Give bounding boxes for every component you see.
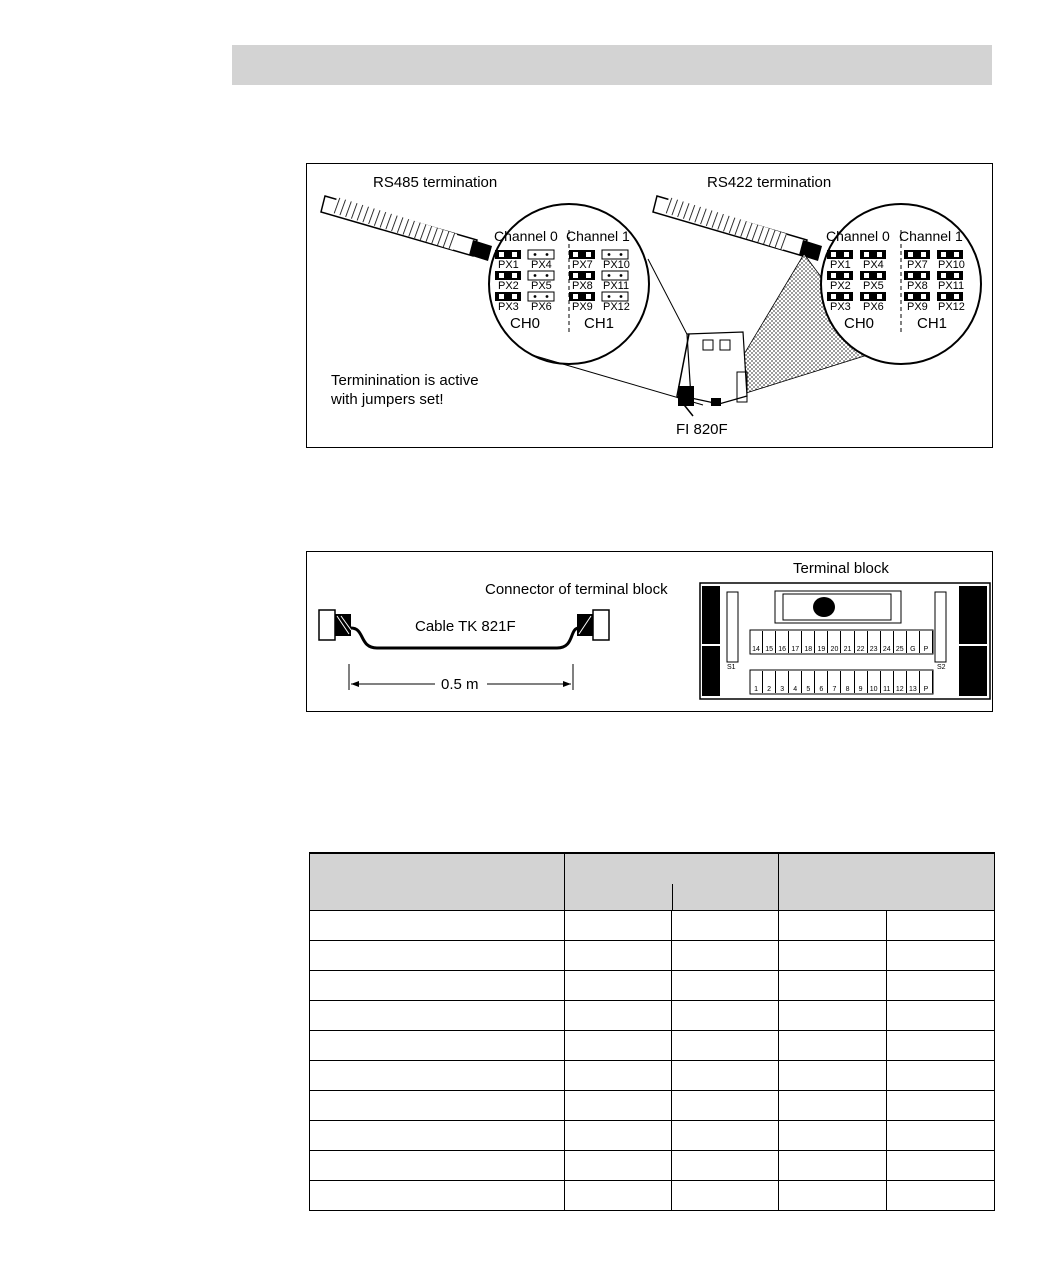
upper-terminal-number: 17	[789, 631, 802, 653]
module-label: FI 820F	[676, 421, 728, 438]
jumper-px11-right: PX11	[938, 280, 965, 292]
table-cell	[310, 1061, 565, 1091]
table-cell	[672, 941, 779, 971]
channel0-label-right: Channel 0	[826, 228, 890, 244]
ch1-label-right: CH1	[917, 315, 948, 332]
upper-terminal-number: 16	[776, 631, 789, 653]
specification-table	[309, 852, 995, 1211]
lower-terminal-number: 13	[907, 671, 920, 693]
jumper-px8-right: PX8	[907, 280, 928, 292]
cable-label: Cable TK 821F	[415, 618, 516, 635]
lower-terminal-number: 2	[763, 671, 776, 693]
lower-terminal-number: 12	[894, 671, 907, 693]
cable-terminal-figure	[306, 551, 993, 712]
channel1-label-left: Channel 1	[566, 228, 630, 244]
rs485-title: RS485 termination	[373, 174, 498, 191]
jumper-px6-right: PX6	[863, 301, 884, 313]
lower-terminal-number: 6	[815, 671, 828, 693]
table-cell	[779, 911, 887, 941]
jumper-px12-right: PX12	[938, 301, 965, 313]
lower-terminal-number: 8	[842, 671, 855, 693]
jumper-px4-left: PX4	[531, 259, 552, 271]
lower-terminal-number: 10	[868, 671, 881, 693]
table-header-cell-1	[310, 853, 565, 911]
channel1-label-right: Channel 1	[899, 228, 963, 244]
table-cell	[887, 1121, 995, 1151]
ch1-label-left: CH1	[584, 315, 615, 332]
table-cell	[779, 1001, 887, 1031]
switch-s1-label: S1	[727, 664, 736, 671]
magnifier-left-icon	[321, 196, 492, 261]
ch0-label-left: CH0	[510, 315, 541, 332]
jumper-px9-right: PX9	[907, 301, 928, 313]
table-cell	[565, 1151, 672, 1181]
table-cell	[887, 911, 995, 941]
table-cell	[779, 1151, 887, 1181]
table-header-cell-3	[779, 853, 995, 911]
table-cell	[310, 1181, 565, 1211]
table-cell	[310, 911, 565, 941]
table-cell	[887, 1181, 995, 1211]
lower-terminal-number: 4	[789, 671, 802, 693]
upper-terminal-number: 18	[802, 631, 815, 653]
jumper-px12-left: PX12	[603, 301, 630, 313]
jumper-px5-right: PX5	[863, 280, 884, 292]
section-header-bar	[232, 45, 992, 85]
table-cell	[672, 1001, 779, 1031]
jumper-px9-left: PX9	[572, 301, 593, 313]
upper-terminal-row	[750, 631, 933, 653]
jumper-px3-left: PX3	[498, 301, 519, 313]
rs422-title: RS422 termination	[707, 174, 832, 191]
table-cell	[565, 1001, 672, 1031]
table-cell	[565, 1121, 672, 1151]
table-cell	[565, 1181, 672, 1211]
table-cell	[310, 1001, 565, 1031]
upper-terminal-number: 21	[842, 631, 855, 653]
table-cell	[672, 1061, 779, 1091]
table-cell	[672, 1181, 779, 1211]
table-cell	[672, 1121, 779, 1151]
lower-terminal-number: 5	[802, 671, 815, 693]
table-cell	[887, 1001, 995, 1031]
upper-terminal-number: 25	[894, 631, 907, 653]
connector-label: Connector of terminal block	[485, 581, 668, 598]
upper-terminal-number: 14	[750, 631, 763, 653]
table-cell	[310, 941, 565, 971]
fi820f-module-icon	[677, 332, 747, 416]
termination-note-line1: Terminination is active	[331, 372, 479, 389]
channel0-label-left: Channel 0	[494, 228, 558, 244]
header-subdivider	[672, 884, 673, 910]
jumper-px6-left: PX6	[531, 301, 552, 313]
table-cell	[310, 1031, 565, 1061]
upper-terminal-number: G	[907, 631, 920, 653]
table-cell	[310, 1091, 565, 1121]
ch0-label-right: CH0	[844, 315, 875, 332]
upper-terminal-number: 19	[815, 631, 828, 653]
jumper-px1-left: PX1	[498, 259, 519, 271]
table-cell	[779, 971, 887, 1001]
table-cell	[310, 1151, 565, 1181]
table-cell	[310, 971, 565, 1001]
table-cell	[887, 1061, 995, 1091]
upper-terminal-number: 24	[881, 631, 894, 653]
table-cell	[310, 1121, 565, 1151]
jumper-px2-left: PX2	[498, 280, 519, 292]
table-cell	[779, 1031, 887, 1061]
table-cell	[565, 941, 672, 971]
table-cell	[565, 1061, 672, 1091]
table-cell	[672, 1031, 779, 1061]
table-cell	[565, 1091, 672, 1121]
table-cell	[565, 1031, 672, 1061]
lower-terminal-number: 7	[828, 671, 841, 693]
table-cell	[672, 1091, 779, 1121]
termination-figure	[306, 163, 993, 448]
table-cell	[779, 1181, 887, 1211]
jumper-px4-right: PX4	[863, 259, 884, 271]
jumper-px8-left: PX8	[572, 280, 593, 292]
upper-terminal-number: 22	[855, 631, 868, 653]
jumper-px10-right: PX10	[938, 259, 965, 271]
jumper-px7-left: PX7	[572, 259, 593, 271]
lower-terminal-number: 1	[750, 671, 763, 693]
table-cell	[887, 971, 995, 1001]
terminal-block-label: Terminal block	[793, 560, 889, 577]
table-cell	[779, 1121, 887, 1151]
lower-terminal-number: 3	[776, 671, 789, 693]
switch-s2-label: S2	[937, 664, 946, 671]
jumper-px11-left: PX11	[603, 280, 630, 292]
table-cell	[565, 911, 672, 941]
table-cell	[887, 1151, 995, 1181]
cable-connector-right-icon	[577, 610, 609, 640]
table-cell	[672, 1151, 779, 1181]
table-cell	[779, 941, 887, 971]
lower-terminal-number: 11	[881, 671, 894, 693]
jumper-px5-left: PX5	[531, 280, 552, 292]
upper-terminal-number: 20	[828, 631, 841, 653]
jumper-px7-right: PX7	[907, 259, 928, 271]
table-cell	[672, 971, 779, 1001]
table-cell	[887, 1091, 995, 1121]
table-cell	[779, 1091, 887, 1121]
jumper-px10-left: PX10	[603, 259, 630, 271]
lower-terminal-number: P	[920, 671, 933, 693]
upper-terminal-number: P	[920, 631, 933, 653]
table-cell	[887, 941, 995, 971]
table-cell	[887, 1031, 995, 1061]
table-cell	[565, 971, 672, 1001]
jumper-px3-right: PX3	[830, 301, 851, 313]
lower-terminal-number: 9	[855, 671, 868, 693]
table-cell	[779, 1061, 887, 1091]
table-header-cell-2	[565, 853, 779, 911]
cable-connector-left-icon	[319, 610, 351, 640]
jumper-px2-right: PX2	[830, 280, 851, 292]
table-cell	[672, 911, 779, 941]
upper-terminal-number: 15	[763, 631, 776, 653]
termination-note-line2: with jumpers set!	[331, 391, 444, 408]
cable-length-label: 0.5 m	[441, 676, 479, 693]
magnifier-right-icon	[653, 196, 822, 261]
jumper-px1-right: PX1	[830, 259, 851, 271]
lower-terminal-row	[750, 671, 933, 693]
upper-terminal-number: 23	[868, 631, 881, 653]
